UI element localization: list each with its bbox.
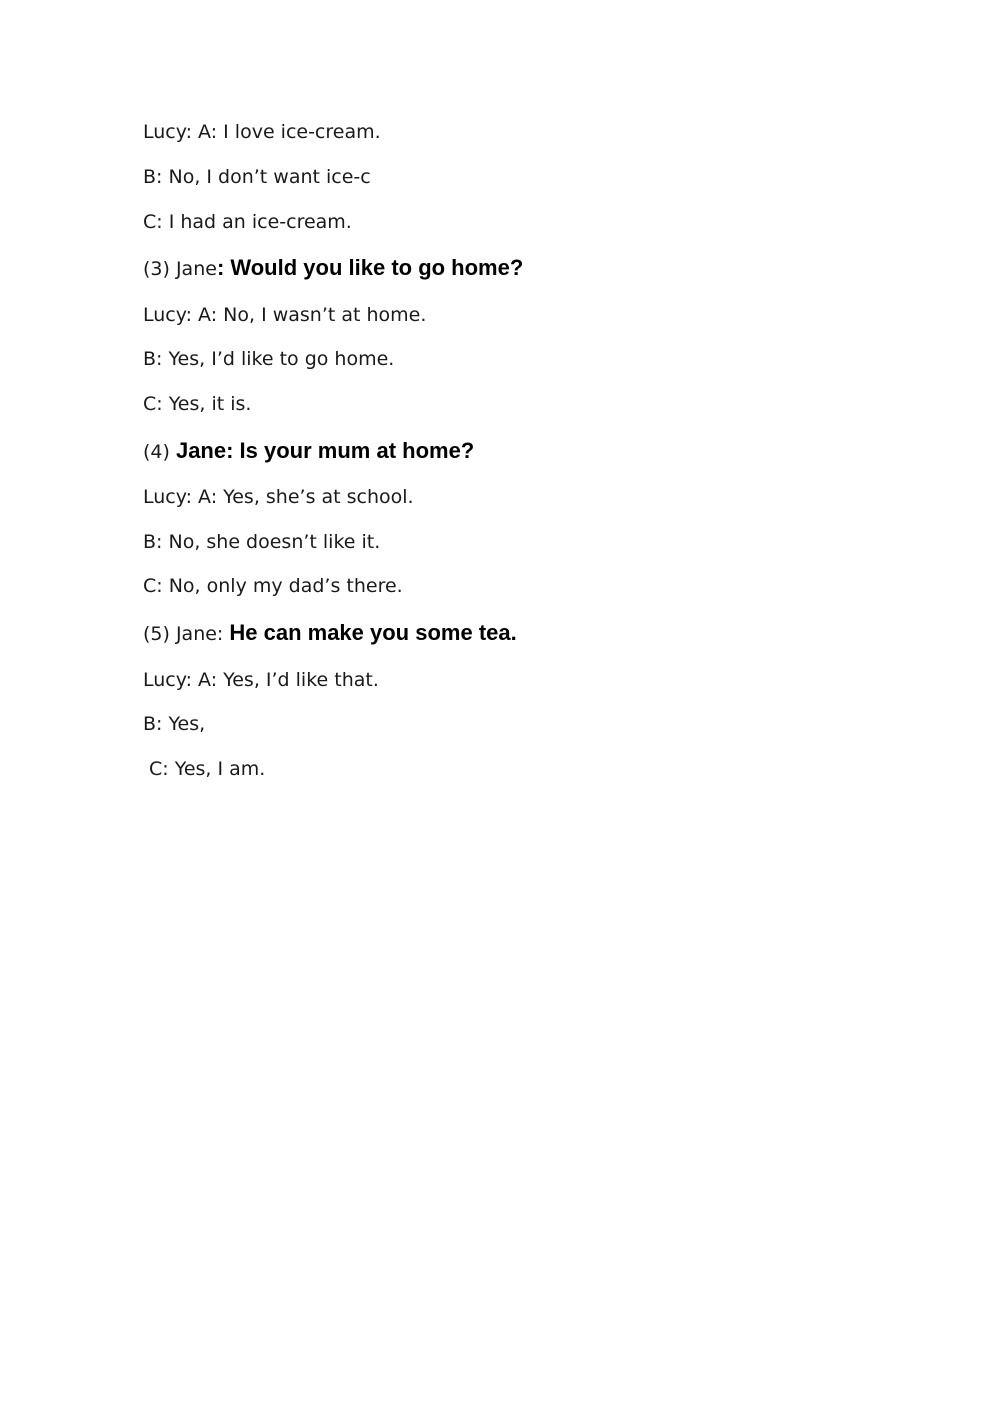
q4-question: Jane: Is your mum at home? [175,438,475,463]
q5-question-line [143,620,517,647]
q5-answer-b: B: Yes, [143,713,206,735]
q5-answer-c: C: Yes, I am. [143,758,266,780]
q3-question: : Would you like to go home? [216,255,524,280]
q4-prefix: (4) [143,441,176,463]
q3-question-line [143,255,523,282]
q3-prefix: (3) Jane [143,258,217,280]
q5-question: He can make you some tea. [229,620,517,645]
q4-answer-b: B: No, she doesn’t like it. [143,531,381,553]
q4-answer-a: Lucy: A: Yes, she’s at school. [143,486,414,508]
q5-answer-a: Lucy: A: Yes, I’d like that. [143,669,379,691]
q3-answer-b: B: Yes, I’d like to go home. [143,348,395,370]
q3-answer-a: Lucy: A: No, I wasn’t at home. [143,304,427,326]
q2-answer-b: B: No, I don’t want ice-c [143,166,371,188]
q4-question-line [143,438,474,465]
q5-prefix: (5) Jane: [143,623,230,645]
q3-answer-c: C: Yes, it is. [143,393,252,415]
q2-answer-c: C: I had an ice-cream. [143,211,352,233]
q4-answer-c: C: No, only my dad’s there. [143,575,403,597]
q2-answer-a: Lucy: A: I love ice-cream. [143,121,381,143]
